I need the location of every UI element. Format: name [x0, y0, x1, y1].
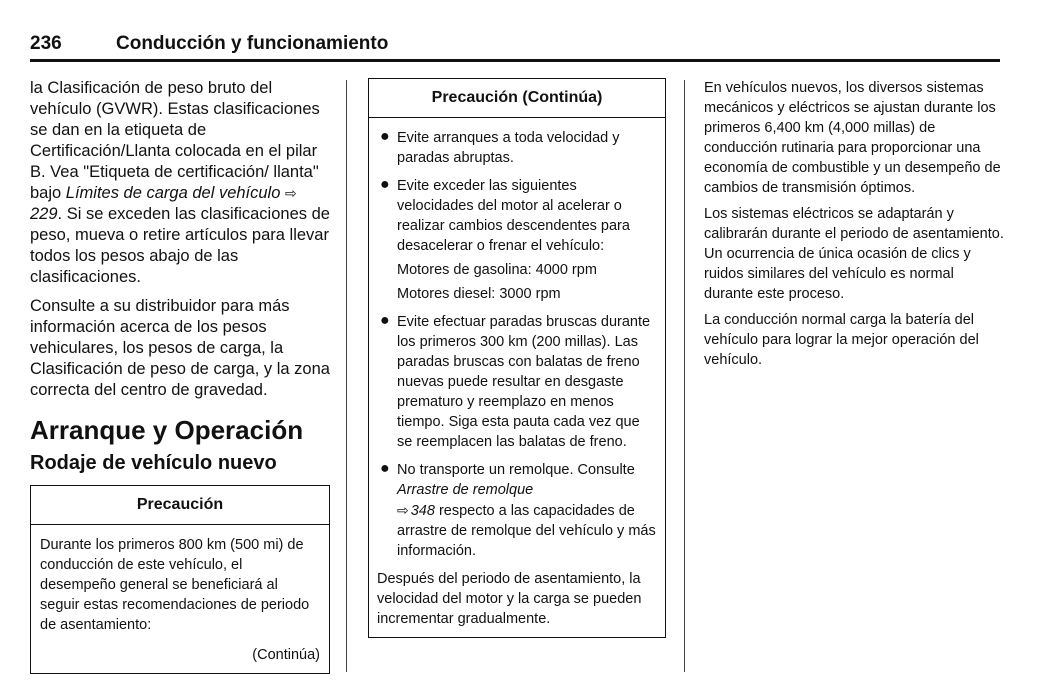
- heading-rodaje: Rodaje de vehículo nuevo: [30, 452, 277, 474]
- electrical-paragraph: Los sistemas eléctricos se adaptarán y calibrarán durante el periodo de asentamiento. Un ocurrencia de única ocasión de clics y ruidos similares del vehículo es normal durante este proceso.: [704, 206, 1004, 302]
- closing-text: Después del periodo de asentamiento, la velocidad del motor y la carga se pueden incrementar gradualmente.: [377, 571, 642, 627]
- paragraph-text: . Si se exceden las clasificaciones de peso, mueva o retire artículos para llevar todos los pesos abajo de las clasificaciones.: [30, 205, 330, 286]
- column-middle: [368, 78, 666, 638]
- section-title: Conducción y funcionamiento: [116, 33, 389, 54]
- caution-list: [377, 128, 657, 561]
- list-item: [377, 128, 657, 168]
- list-item: [377, 176, 657, 304]
- page-reference[interactable]: 229: [30, 205, 58, 223]
- reference-link[interactable]: Arrastre de remolque: [397, 482, 534, 498]
- caution-body: [31, 525, 329, 673]
- dealer-paragraph: Consulte a su distribuidor para más información acerca de los pesos vehiculares, los pesos de carga, la Clasificación de peso de carga, y la zona correcta del centro de gravedad.: [30, 297, 330, 399]
- page-ref-arrow-icon: ⇨: [285, 185, 297, 201]
- list-item-text: No transporte un remolque. Consulte: [397, 462, 635, 478]
- battery-paragraph: La conducción normal carga la batería del vehículo para lograr la mejor operación del vehículo.: [704, 312, 979, 368]
- page-ref-arrow-icon: ⇨: [397, 502, 409, 518]
- caution-continued-body: [369, 118, 665, 637]
- caution-text: Durante los primeros 800 km (500 mi) de conducción de este vehículo, el desempeño general se beneficiará al seguir estas recomendaciones de periodo de asentamiento:: [40, 537, 310, 633]
- continued-label: (Continúa): [252, 647, 320, 663]
- column-left: [30, 78, 330, 674]
- list-item: [377, 460, 657, 561]
- heading-arranque: Arranque y Operación: [30, 415, 304, 445]
- list-item-text: Evite efectuar paradas bruscas durante los primeros 300 km (200 millas). Las paradas bruscas con balatas de freno nuevas puede resultar en desgaste prematuro y reemplazo en menos tiempo. Siga esta pauta cada vez que se reemplacen las balatas de freno.: [397, 314, 651, 450]
- diesel-rpm: Motores diesel: 3000 rpm: [397, 286, 561, 302]
- reference-link[interactable]: Límites de carga del vehículo: [65, 184, 281, 202]
- caution-title: Precaución: [31, 486, 329, 525]
- bullet-icon: ●: [380, 312, 390, 329]
- list-item-text: respecto a las capacidades de arrastre de remolque del vehículo y más información.: [397, 503, 656, 559]
- systems-paragraph: En vehículos nuevos, los diversos sistemas mecánicos y eléctricos se ajustan durante los primeros 6,400 km (4,000 millas) de conducción rutinaria para proporcionar una economía de combustible y un desempeño de cambios de transmisión óptimos.: [704, 80, 1001, 196]
- caution-box: [30, 485, 330, 674]
- list-item-text: Evite arranques a toda velocidad y paradas abruptas.: [397, 130, 620, 166]
- page-number: 236: [30, 33, 62, 54]
- bullet-icon: ●: [380, 176, 390, 193]
- bullet-icon: ●: [380, 128, 390, 145]
- paragraph-text: la Clasificación de peso bruto del vehículo (GVWR). Estas clasificaciones se dan en la etiqueta de Certificación/Llanta colocada en el pilar B. Vea "Etiqueta de certificación/ llanta" bajo: [30, 79, 320, 202]
- gvwr-paragraph: [30, 78, 330, 288]
- page-reference[interactable]: 348: [410, 503, 435, 519]
- list-item: [377, 312, 657, 452]
- column-divider: [684, 80, 685, 672]
- caution-continued-box: [368, 78, 666, 638]
- page-header: [30, 30, 1000, 62]
- column-right: [704, 78, 1004, 376]
- list-item-text: Evite exceder las siguientes velocidades del motor al acelerar o realizar cambios descendentes para desacelerar o frenar el vehículo:: [397, 178, 630, 254]
- gasoline-rpm: Motores de gasolina: 4000 rpm: [397, 262, 597, 278]
- column-divider: [346, 80, 347, 672]
- caution-continued-title: Precaución (Continúa): [369, 79, 665, 118]
- bullet-icon: ●: [380, 460, 390, 477]
